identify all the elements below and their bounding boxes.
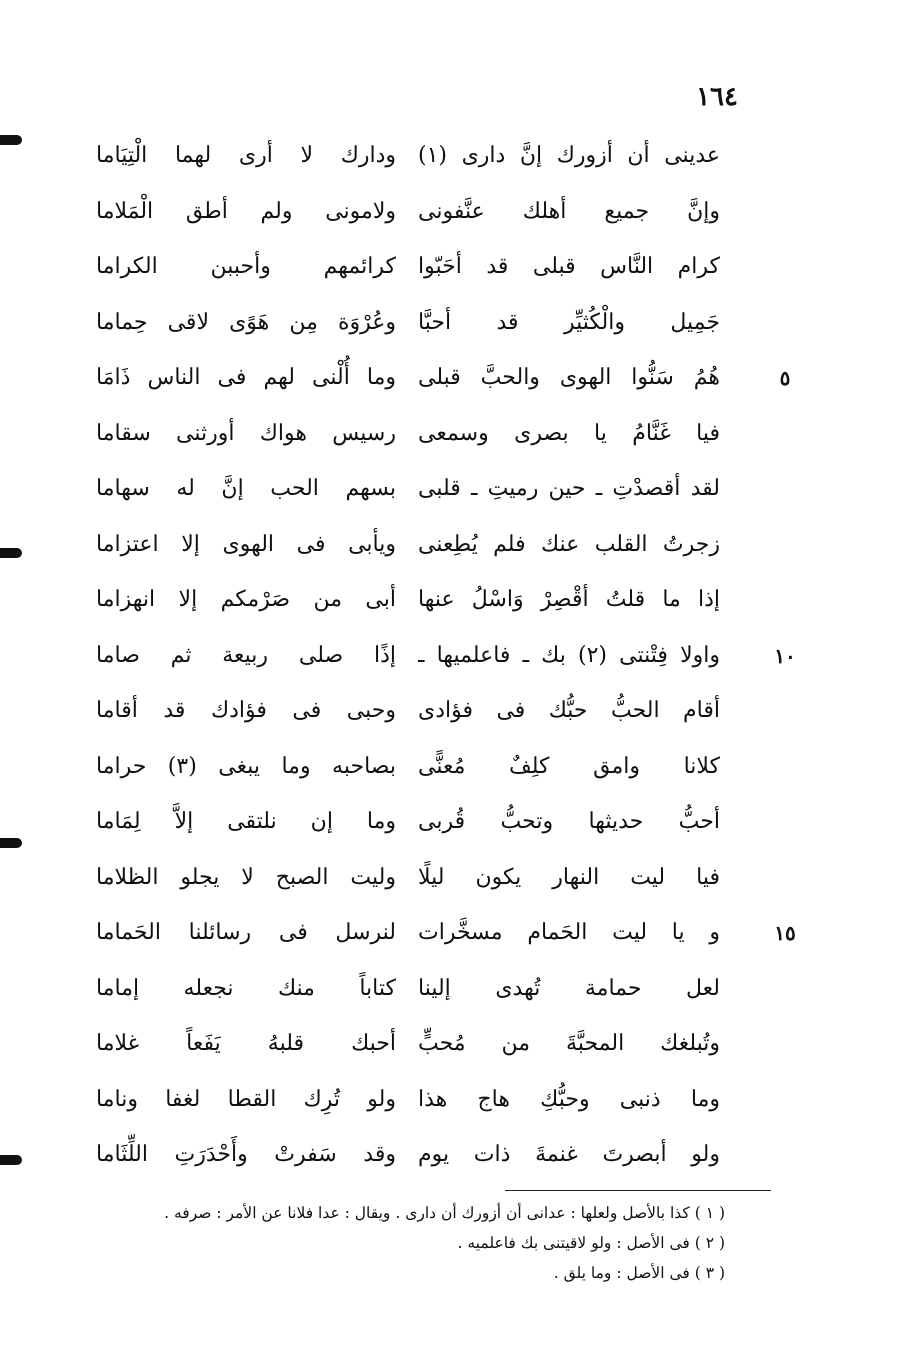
line-number xyxy=(760,1018,810,1070)
verse-row xyxy=(0,519,903,571)
second-hemistich: وحبى فى فؤادك قد أقاما xyxy=(96,698,396,723)
line-number: ١٠ xyxy=(774,643,796,668)
second-hemistich: كرائمهم وأحببن الكراما xyxy=(96,254,396,279)
first-hemistich: وما ذنبى وحبُّكِ هاج هذا xyxy=(418,1086,720,1112)
line-number xyxy=(760,1129,810,1181)
verse-row xyxy=(0,574,903,626)
second-hemistich: ولامونى ولم أطق الْمَلاما xyxy=(96,198,396,224)
first-hemistich: عدينى أن أزورك إنَّ دارى (١) xyxy=(418,143,720,168)
first-hemistich: لقد أقصدْتِ ـ حين رميتِ ـ قلبى xyxy=(418,476,720,501)
line-number xyxy=(760,963,810,1015)
verse-row xyxy=(0,1129,903,1181)
verse-row xyxy=(0,1018,903,1070)
second-hemistich: وقد سَفرتْ وأَحْدَرَتِ اللِّثَاما xyxy=(96,1142,396,1167)
verse-row xyxy=(0,907,903,959)
second-hemistich: أحبك قلبهُ يَفَعاً غلاما xyxy=(96,1031,396,1056)
line-number xyxy=(760,685,810,737)
line-number xyxy=(760,463,810,515)
first-hemistich: زجرتُ القلب عنك فلم يُطِعنى xyxy=(418,531,720,557)
second-hemistich: بسهم الحب إنَّ له سهاما xyxy=(96,476,396,501)
first-hemistich: إذا ما قلتُ أقْصِرْ وَاسْلُ عنها xyxy=(418,587,720,612)
verse-row xyxy=(0,685,903,737)
second-hemistich: وما إن نلتقى إلاَّ لِمَاما xyxy=(96,809,396,834)
second-hemistich: كتاباً منك نجعله إماما xyxy=(96,975,396,1001)
second-hemistich: بصاحبه وما يبغى (٣) حراما xyxy=(96,753,396,779)
first-hemistich: ولو أبصرتَ غنمةَ ذات يوم xyxy=(418,1142,720,1167)
line-number xyxy=(760,408,810,460)
first-hemistich: و يا ليت الحَمام مسخَّرات xyxy=(418,920,720,945)
line-number xyxy=(760,130,810,182)
line-number xyxy=(760,186,810,238)
first-hemistich: أقام الحبُّ حبُّك فى فؤادى xyxy=(418,698,720,723)
verse-row xyxy=(0,741,903,793)
verse-row xyxy=(0,408,903,460)
first-hemistich: فيا ليت النهار يكون ليلًا xyxy=(418,864,720,890)
first-hemistich: أحبُّ حديثها وتحبُّ قُربى xyxy=(418,809,720,834)
second-hemistich: إذًا صلى ربيعة ثم صاما xyxy=(96,642,396,668)
first-hemistich: جَمِيل والْكُثيِّر قد أحبَّا xyxy=(418,309,720,335)
line-number xyxy=(760,241,810,293)
line-number xyxy=(760,1074,810,1126)
line-number: ٥ xyxy=(779,366,791,390)
second-hemistich: وما أُلْنى لهم فى الناس ذَامَا xyxy=(96,365,396,390)
second-hemistich: ودارك لا أرى لهما الْتِيَاما xyxy=(96,143,396,168)
verse-row xyxy=(0,796,903,848)
footnote: ( ٢ ) فى الأصل : ولو لاقيتنى بك فاعلميه . xyxy=(457,1234,725,1252)
footnote: ( ١ ) كذا بالأصل ولعلها : عدانى أن أزورك أن دارى . ويقال : عدا فلانا عن الأمر : صرفه . xyxy=(164,1204,725,1222)
second-hemistich: وعُرْوَة مِن هَوًى لاقى حِماما xyxy=(96,309,396,335)
footnote: ( ٣ ) فى الأصل : وما يلق . xyxy=(553,1264,725,1282)
second-hemistich: وليت الصبح لا يجلو الظلاما xyxy=(96,864,396,890)
second-hemistich: رسيس هواك أورثنى سقاما xyxy=(96,420,396,446)
verse-row xyxy=(0,963,903,1015)
verse-row xyxy=(0,186,903,238)
footnote-separator xyxy=(505,1190,771,1191)
verse-row xyxy=(0,463,903,515)
second-hemistich: ولو تُرِك القطا لغفا وناما xyxy=(96,1086,396,1112)
line-number xyxy=(760,852,810,904)
verse-row xyxy=(0,1074,903,1126)
first-hemistich: واولا فِتْنتى (٢) بك ـ فاعلميها ـ xyxy=(418,642,720,668)
verse-row xyxy=(0,241,903,293)
second-hemistich: أبى من صَرْمكم إلا انهزاما xyxy=(96,587,396,612)
line-number xyxy=(760,796,810,848)
first-hemistich: هُمُ سَنُّوا الهوى والحبَّ قبلى xyxy=(418,365,720,390)
first-hemistich: وإنَّ جميع أهلك عنَّفونى xyxy=(418,198,720,224)
verse-row xyxy=(0,130,903,182)
verse-row xyxy=(0,297,903,349)
line-number xyxy=(760,519,810,571)
verse-row xyxy=(0,630,903,682)
second-hemistich: لنرسل فى رسائلنا الحَماما xyxy=(96,920,396,945)
first-hemistich: لعل حمامة تُهدى إلينا xyxy=(418,975,720,1001)
first-hemistich: كرام النَّاس قبلى قد أحَبّوا xyxy=(418,254,720,279)
first-hemistich: فيا غَنَّامُ يا بصرى وسمعى xyxy=(418,420,720,446)
page-number: ١٦٤ xyxy=(696,82,738,112)
line-number xyxy=(760,297,810,349)
line-number xyxy=(760,574,810,626)
verse-row xyxy=(0,352,903,404)
first-hemistich: وتُبلغك المحبَّةَ من مُحبٍّ xyxy=(418,1031,720,1056)
verse-row xyxy=(0,852,903,904)
second-hemistich: ويأبى فى الهوى إلا اعتزاما xyxy=(96,531,396,557)
line-number: ١٥ xyxy=(774,921,796,945)
first-hemistich: كلانا وامق كلِفٌ مُعنًّى xyxy=(418,753,720,779)
line-number xyxy=(760,741,810,793)
